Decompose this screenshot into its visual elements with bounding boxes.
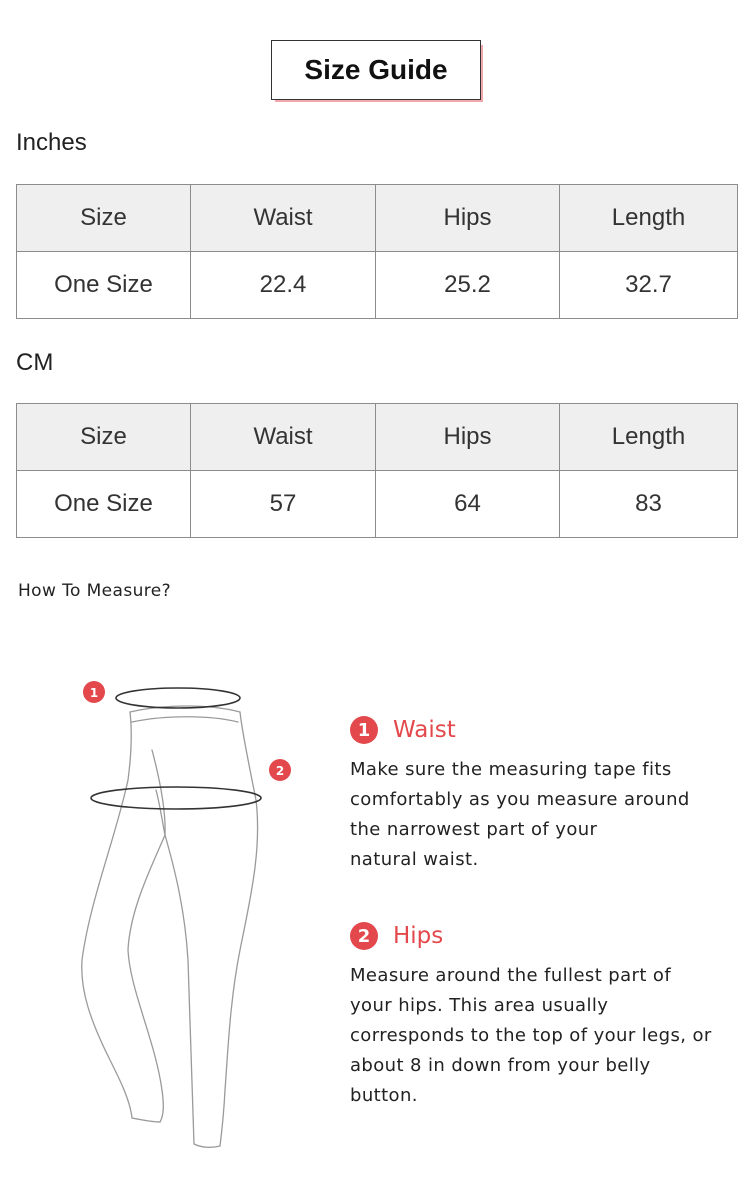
page-title: Size Guide (271, 40, 481, 100)
header-length: Length (560, 185, 738, 252)
waistband-bottom-line (132, 717, 238, 722)
ankle-right (194, 1144, 220, 1147)
leg-right-outline (220, 712, 258, 1146)
inches-label: Inches (16, 129, 87, 156)
table-row (17, 252, 738, 319)
inches-size-table (16, 184, 738, 319)
cell-length: 32.7 (560, 252, 738, 319)
number-2-badge: 2 (350, 922, 378, 950)
table-row (17, 471, 738, 538)
cm-label: CM (16, 349, 54, 376)
ankle-left (132, 1118, 160, 1122)
header-size: Size (17, 404, 191, 471)
header-hips: Hips (376, 185, 560, 252)
measure-item-waist (350, 715, 740, 875)
leggings-illustration (70, 670, 300, 1160)
measure-item-hips (350, 921, 740, 1111)
header-size: Size (17, 185, 191, 252)
leg-left-outline (82, 712, 132, 1118)
header-hips: Hips (376, 404, 560, 471)
cm-size-table (16, 403, 738, 538)
cell-hips: 25.2 (376, 252, 560, 319)
table-header-row (17, 404, 738, 471)
measure-item-title (350, 715, 740, 745)
cell-waist: 22.4 (191, 252, 376, 319)
cell-size: One Size (17, 471, 191, 538)
measure-item-title (350, 921, 740, 951)
header-waist: Waist (191, 404, 376, 471)
measure-item-name: Waist (393, 717, 456, 743)
header-length: Length (560, 404, 738, 471)
number-1-badge: 1 (350, 716, 378, 744)
cell-hips: 64 (376, 471, 560, 538)
header-waist: Waist (191, 185, 376, 252)
hip-tape (91, 787, 261, 809)
waist-tape (116, 688, 240, 708)
marker-2-label: 2 (275, 764, 285, 778)
leg-right-inner (165, 835, 194, 1144)
cell-size: One Size (17, 252, 191, 319)
marker-1-label: 1 (89, 686, 99, 700)
table-header-row (17, 185, 738, 252)
cell-length: 83 (560, 471, 738, 538)
measure-item-name: Hips (393, 923, 444, 949)
cell-waist: 57 (191, 471, 376, 538)
measure-item-description: Make sure the measuring tape fits comfortably as you measure around the narrowest part of your natural waist. (350, 759, 690, 870)
measure-item-description: Measure around the fullest part of your hips. This area usually corresponds to the top of your legs, or about 8 in down from your belly button. (350, 965, 712, 1106)
how-to-measure-heading: How To Measure? (18, 581, 172, 601)
